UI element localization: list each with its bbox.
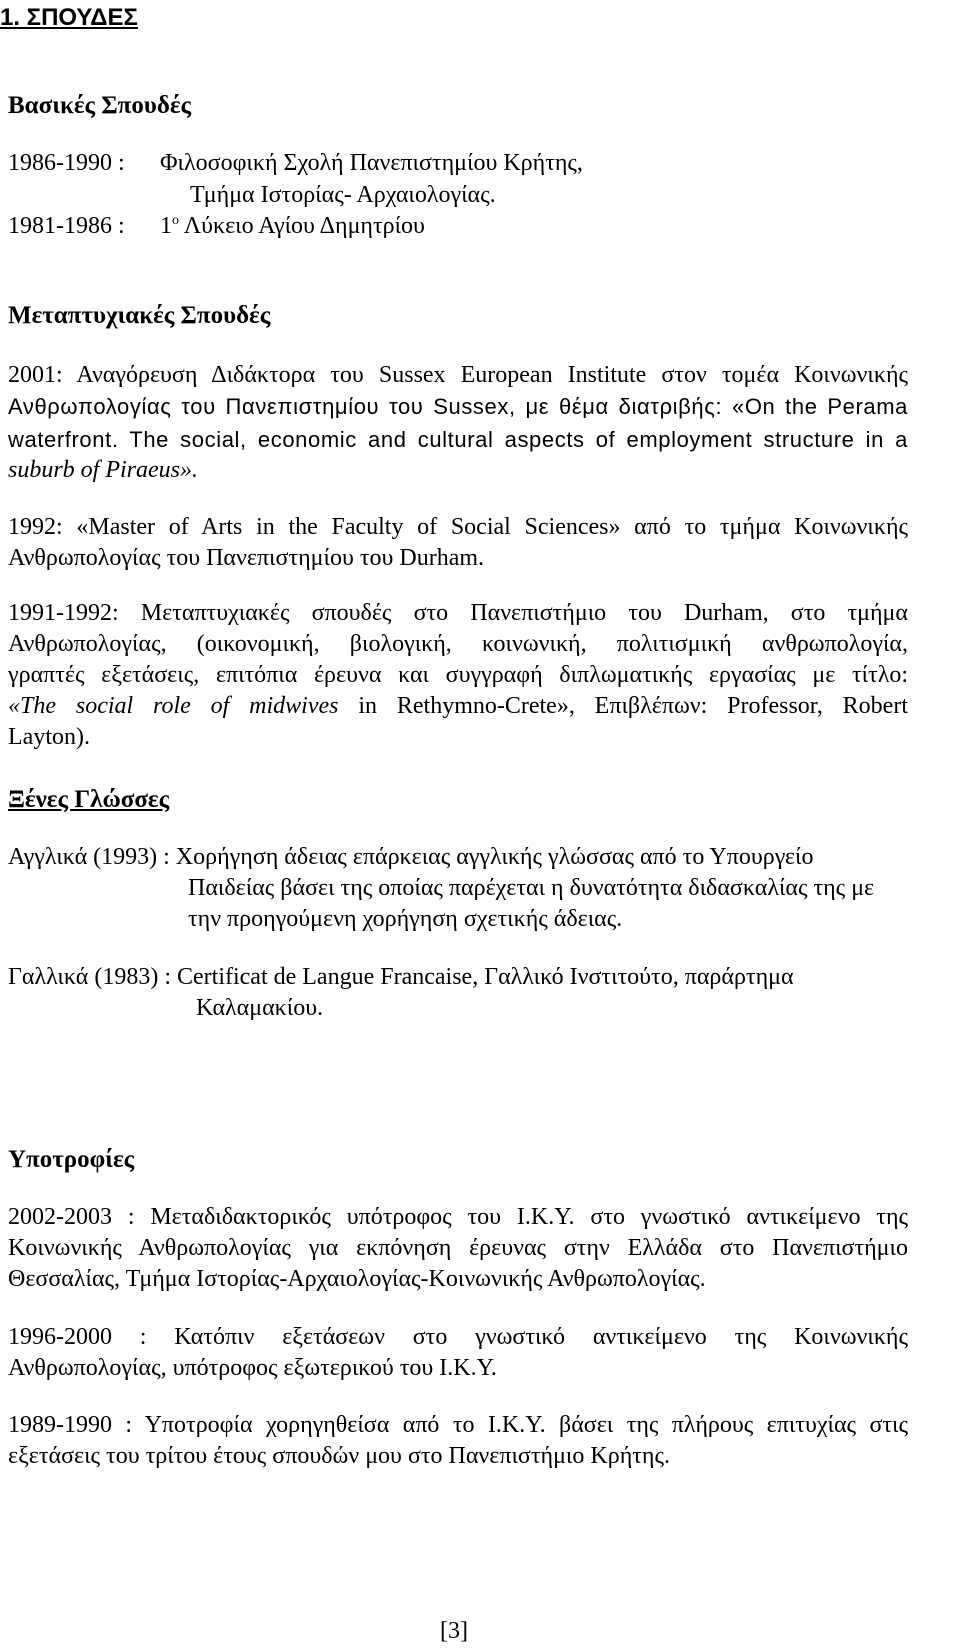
postgrad-phd-line: 2001: Αναγόρευση Διδάκτορα του Sussex European Institute στον τομέα Κοινωνικής (8, 362, 908, 388)
section-title: 1. ΣΠΟΥΔΕΣ (0, 4, 138, 31)
postgrad-studies-line: 1991-1992: Μεταπτυχιακές σπουδές στο Πανεπιστήμιο του Durham, στο τμήμα (8, 600, 908, 626)
postgrad-studies-line: Ανθρωπολογίας, (οικονομική, βιολογική, κοινωνική, πολιτισμική ανθρωπολογία, (8, 631, 908, 657)
postgrad-entry-studies (8, 598, 908, 753)
scholarship-entry-1 (8, 1202, 908, 1295)
postgrad-studies-line (8, 691, 908, 722)
language-english-line-1: Αγγλικά (1993) : Χορήγηση άδειας επάρκειας αγγλικής γλώσσας από το Υπουργείο (8, 844, 814, 870)
basic-entry-1-date: 1986-1990 : (8, 150, 125, 176)
scholarships-heading: Υποτροφίες (8, 1146, 135, 1173)
basic-entry-2-ordinal: ο (172, 213, 179, 228)
scholarship-entry-2 (8, 1322, 908, 1384)
scholarship-line: 2002-2003 : Μεταδιδακτορικός υπότροφος του Ι.Κ.Υ. στο γνωστικό αντικείμενο της (8, 1204, 908, 1230)
basic-entry-1-line-1: Φιλοσοφική Σχολή Πανεπιστημίου Κρήτης, (160, 150, 583, 176)
dissertation-rest: in Rethymno-Crete», Επιβλέπων: Professor, Robert (338, 693, 908, 719)
languages-heading: Ξένες Γλώσσες (8, 786, 170, 813)
postgrad-phd-line: suburb of Piraeus». (8, 457, 199, 483)
scholarship-line: Θεσσαλίας, Τμήμα Ιστορίας-Αρχαιολογίας-Κοινωνικής Ανθρωπολογίας. (8, 1266, 706, 1292)
language-english-line-2: Παιδείας βάσει της οποίας παρέχεται η δυνατότητα διδασκαλίας της με (188, 875, 875, 901)
postgrad-entry-phd (8, 360, 908, 486)
basic-entry-2-text: Λύκειο Αγίου Δημητρίου (183, 213, 425, 239)
postgrad-studies-line: γραπτές εξετάσεις, επιτόπια έρευνα και συγγραφή διπλωματικής εργασίας με τίτλο: (8, 662, 908, 688)
language-english-line-3: την προηγούμενη χορήγηση σχετικής άδειας. (188, 906, 623, 932)
basic-entry-2-date: 1981-1986 : (8, 213, 125, 239)
postgrad-master-line: 1992: «Master of Arts in the Faculty of Social Sciences» από το τμήμα Κοινωνικής (8, 514, 908, 540)
postgrad-heading: Μεταπτυχιακές Σπουδές (8, 302, 271, 329)
language-french-line-1: Γαλλικά (1983) : Certificat de Langue Francaise, Γαλλικό Ινστιτούτο, παράρτημα (8, 964, 794, 990)
scholarship-entry-3 (8, 1410, 908, 1472)
scholarship-line: Ανθρωπολογίας, υπότροφος εξωτερικού του Ι.Κ.Υ. (8, 1355, 497, 1381)
language-french-line-2: Καλαμακίου. (196, 995, 324, 1021)
scholarship-line: 1996-2000 : Κατόπιν εξετάσεων στο γνωστικό αντικείμενο της Κοινωνικής (8, 1324, 908, 1350)
basic-studies-heading: Βασικές Σπουδές (8, 92, 192, 119)
postgrad-studies-line: Layton). (8, 724, 90, 750)
scholarship-line: Κοινωνικής Ανθρωπολογίας για εκπόνηση έρευνας στην Ελλάδα στο Πανεπιστήμιο (8, 1235, 908, 1261)
scholarship-line: εξετάσεις του τρίτου έτους σπουδών μου στο Πανεπιστήμιο Κρήτης. (8, 1443, 670, 1469)
basic-entry-2-school (160, 211, 425, 242)
page-number: [3] (440, 1618, 468, 1644)
scholarship-line: 1989-1990 : Υποτροφία χορηγηθείσα από το Ι.Κ.Υ. βάσει της πλήρους επιτυχίας στις (8, 1412, 908, 1438)
postgrad-entry-master (8, 512, 908, 574)
basic-entry-1-line-2: Τμήμα Ιστορίας- Αρχαιολογίας. (190, 182, 496, 208)
basic-entry-2-number: 1 (160, 213, 172, 239)
postgrad-master-line: Ανθρωπολογίας του Πανεπιστημίου του Durham. (8, 545, 485, 571)
postgrad-phd-line: waterfront. The social, economic and cultural aspects of employment structure in a (8, 427, 908, 452)
postgrad-phd-line: Ανθρωπολογίας του Πανεπιστημίου του Sussex, με θέμα διατριβής: «On the Perama (8, 394, 908, 419)
dissertation-title: «The social role of midwives (8, 693, 339, 719)
